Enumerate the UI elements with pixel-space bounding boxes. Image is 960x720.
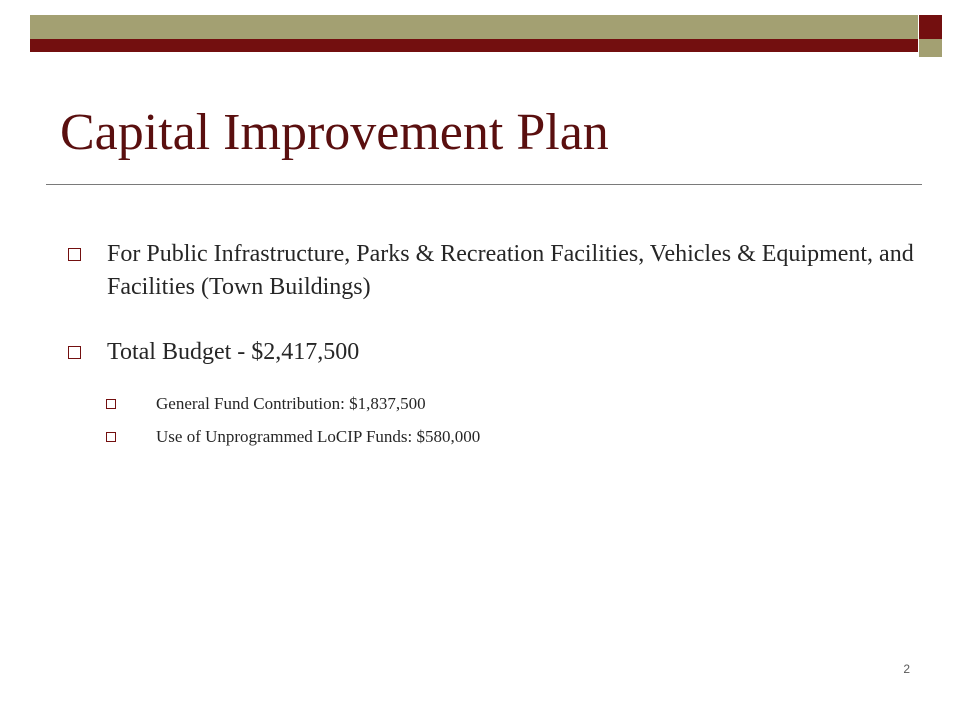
bullet-total-budget — [68, 336, 918, 369]
bullet-total-budget-text: Total Budget - $2,417,500 — [107, 339, 360, 365]
sub-bullet-locip-funds-text: Use of Unprogrammed LoCIP Funds: $580,000 — [156, 427, 481, 446]
sub-bullet-general-fund — [106, 393, 886, 415]
title-divider — [46, 184, 922, 185]
corner-square-maroon — [919, 15, 942, 39]
page-number: 2 — [903, 662, 910, 676]
square-bullet-icon — [68, 248, 81, 261]
header-band-maroon — [30, 39, 918, 52]
slide-title: Capital Improvement Plan — [60, 104, 609, 161]
sub-bullet-general-fund-text: General Fund Contribution: $1,837,500 — [156, 394, 426, 413]
square-bullet-icon — [106, 399, 116, 409]
square-bullet-icon — [106, 432, 116, 442]
square-bullet-icon — [68, 346, 81, 359]
corner-square-olive — [919, 39, 942, 57]
sub-bullet-locip-funds — [106, 426, 886, 448]
bullet-scope — [68, 238, 918, 304]
bullet-scope-text: For Public Infrastructure, Parks & Recreation Facilities, Vehicles & Equipment, and Facilities (Town Buildings) — [107, 241, 914, 300]
header-band-olive — [30, 15, 918, 39]
